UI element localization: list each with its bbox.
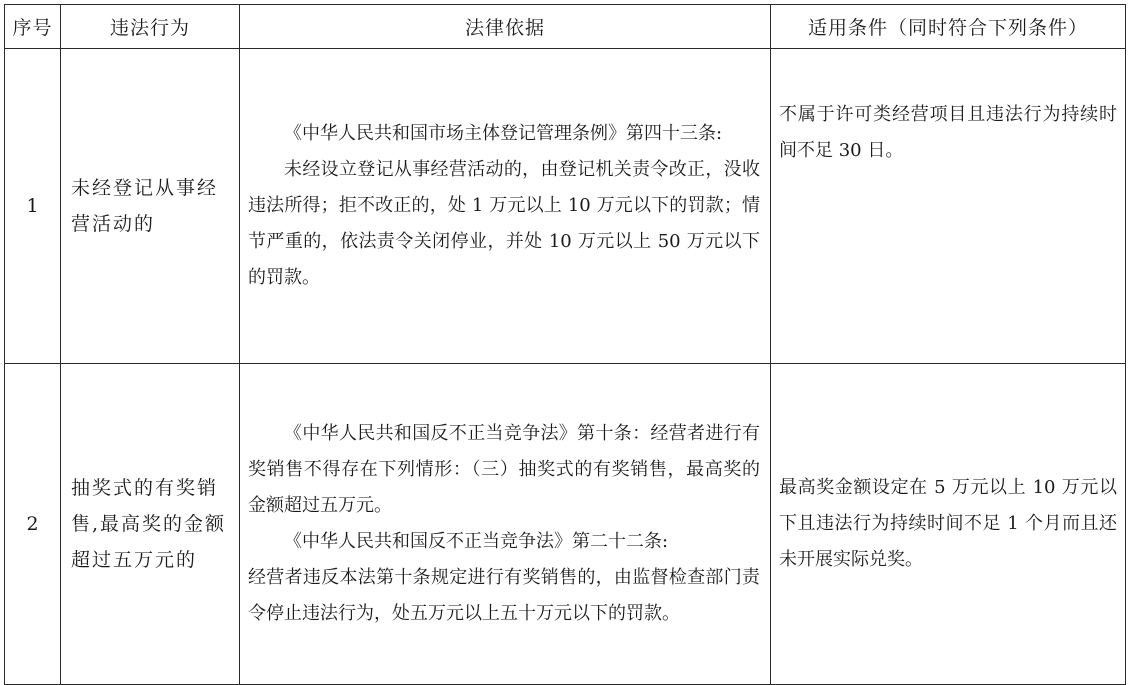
penalty-table [4,4,1126,685]
row-act: 抽奖式的有奖销售,最高奖的金额超过五万元的 [61,364,240,685]
row-basis [240,364,771,685]
row-basis [240,49,771,364]
basis-paragraph: 《中华人民共和国市场主体登记管理条例》第四十三条: [284,123,723,144]
basis-paragraph: 《中华人民共和国反不正当竞争法》第十条：经营者进行有奖销售不得存在下列情形：（三）抽奖式的有奖销售，最高奖的金额超过五万元。 [248,423,760,516]
row-seq: 2 [5,364,61,685]
row-act: 未经登记从事经营活动的 [61,49,240,364]
header-basis: 法律依据 [240,5,771,49]
header-act: 违法行为 [61,5,240,49]
header-condition: 适用条件（同时符合下列条件） [771,5,1126,49]
row-seq: 1 [5,49,61,364]
row-condition: 不属于许可类经营项目且违法行为持续时间不足 30 日。 [771,49,1126,364]
basis-paragraph: 《中华人民共和国反不正当竞争法》第二十二条: [284,531,669,552]
header-seq: 序号 [5,5,61,49]
basis-paragraph: 经营者违反本法第十条规定进行有奖销售的，由监督检查部门责令停止违法行为，处五万元以上五十万元以下的罚款。 [248,567,760,624]
table-row [5,49,1126,364]
header-row [5,5,1126,49]
row-condition: 最高奖金额设定在 5 万元以上 10 万元以下且违法行为持续时间不足 1 个月而且还未开展实际兑奖。 [771,364,1126,685]
table-row [5,364,1126,685]
basis-paragraph: 未经设立登记从事经营活动的，由登记机关责令改正，没收违法所得；拒不改正的，处 1 万元以上 10 万元以下的罚款；情节严重的，依法责令关闭停业，并处 10 万元以上 50 万元以下的罚款。 [248,159,760,288]
